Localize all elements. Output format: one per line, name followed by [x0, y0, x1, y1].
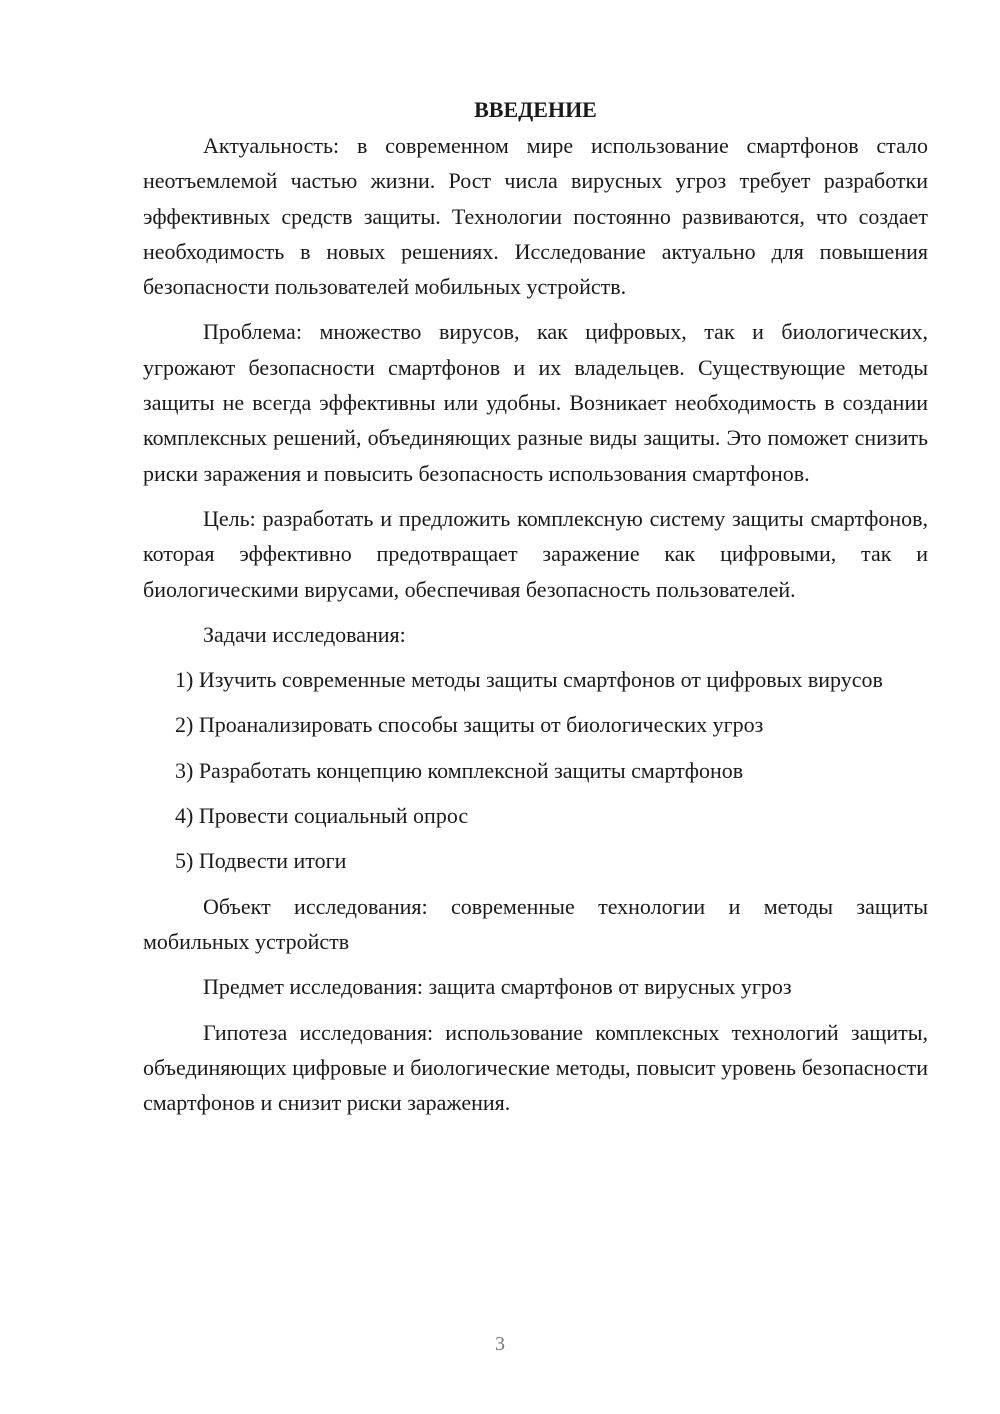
task-item: 1) Изучить современные методы защиты смартфонов от цифровых вирусов	[175, 667, 883, 693]
paragraph-hypothesis: Гипотеза исследования: использование комплексных технологий защиты, объединяющих цифровые и биологические методы, повысит уровень безопасности смартфонов и снизит риски заражения.	[143, 1019, 928, 1116]
paragraph-tasks-intro: Задачи исследования:	[203, 621, 406, 647]
task-item: 4) Провести социальный опрос	[175, 803, 469, 829]
document-page	[143, 92, 928, 1130]
task-item: 5) Подвести итоги	[175, 848, 347, 874]
paragraph-relevance: Актуальность: в современном мире использование смартфонов стало неотъемлемой частью жизни. Рост числа вирусных угроз требует разработки эффективных средств защиты. Технологии постоянно развиваются, что создает необходимость в новых решениях. Исследование актуально для повышения безопасности пользователей мобильных устройств.	[143, 133, 928, 300]
paragraph-subject: Предмет исследования: защита смартфонов от вирусных угроз	[203, 974, 792, 1000]
page-number: 3	[495, 1333, 505, 1355]
section-heading: ВВЕДЕНИЕ	[474, 97, 597, 122]
task-item: 2) Проанализировать способы защиты от биологических угроз	[175, 712, 764, 738]
paragraph-problem: Проблема: множество вирусов, как цифровых, так и биологических, угрожают безопасности смартфонов и их владельцев. Существующие методы защиты не всегда эффективны или удобны. Возникает необходимость в создании комплексных решений, объединяющих разные виды защиты. Это поможет снизить риски заражения и повысить безопасность использования смартфонов.	[143, 319, 928, 486]
task-item: 3) Разработать концепцию комплексной защиты смартфонов	[175, 757, 744, 783]
paragraph-object: Объект исследования: современные технологии и методы защиты мобильных устройств	[143, 893, 928, 954]
task-list	[143, 662, 928, 878]
paragraph-goal: Цель: разработать и предложить комплексную систему защиты смартфонов, которая эффективно предотвращает заражение как цифровыми, так и биологическими вирусами, обеспечивая безопасность пользователей.	[143, 505, 928, 602]
